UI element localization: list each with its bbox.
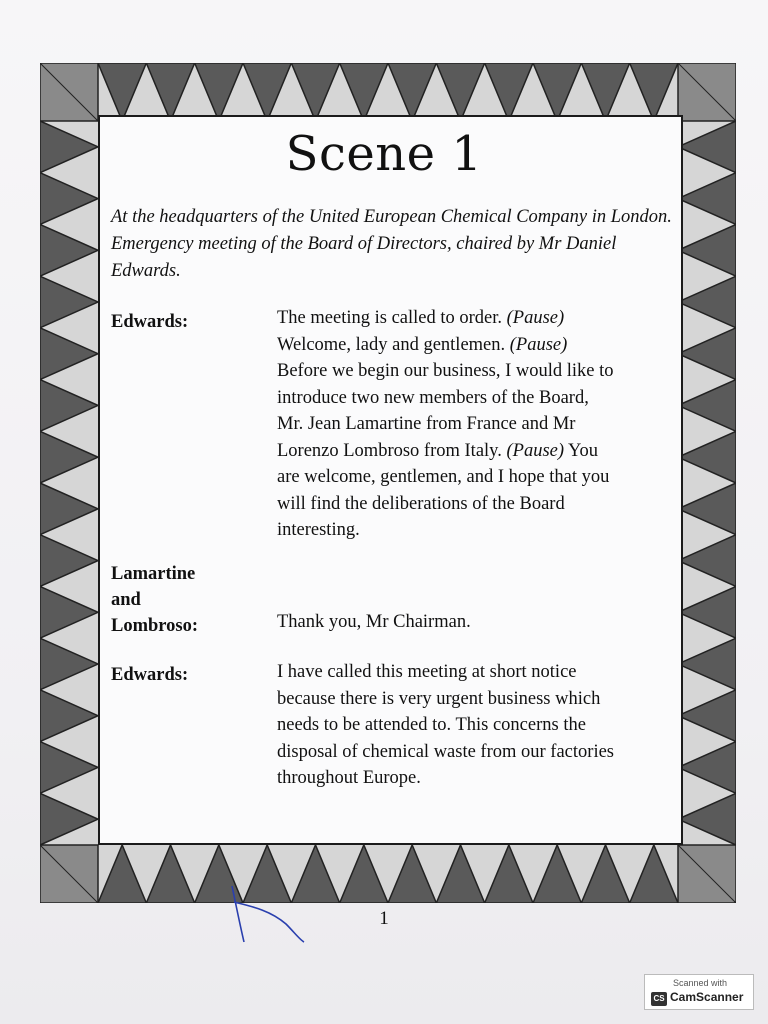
speech-line: throughout Europe. xyxy=(277,768,421,788)
speech-line: because there is very urgent business which xyxy=(277,688,601,709)
stage-direction: At the headquarters of the United European Chemical Company in London. Emergency meeting of the Board of Directors, chaired by Mr Daniel Edwards. xyxy=(111,207,672,281)
speech-line: The meeting is called to order. (Pause) xyxy=(277,308,565,328)
scanner-watermark xyxy=(644,974,754,1010)
speech-edwards-2 xyxy=(277,659,677,792)
speech-line: Lorenzo Lombroso from Italy. (Pause) You xyxy=(277,440,598,461)
speaker-edwards: Edwards: xyxy=(111,312,189,332)
speaker-line: Lamartine xyxy=(111,564,196,584)
speaker-edwards-2: Edwards: xyxy=(111,665,189,685)
speech-line: Welcome, lady and gentlemen. (Pause) xyxy=(277,334,568,355)
speech-lamartine-lombroso xyxy=(277,609,677,636)
speech-line: will find the deliberations of the Board xyxy=(277,493,565,514)
speech-line: I have called this meeting at short notice xyxy=(277,662,577,682)
speech-line: Before we begin our business, I would like to xyxy=(277,361,614,381)
speaker-line: and xyxy=(111,590,141,610)
watermark-caption: Scanned with xyxy=(672,978,728,988)
watermark-brand: CamScanner xyxy=(670,990,744,1004)
speaker-lamartine-lombroso xyxy=(111,561,198,639)
scene-title: Scene 1 xyxy=(285,126,483,182)
speech-line: interesting. xyxy=(277,520,360,540)
camscanner-logo-icon: CS xyxy=(651,992,667,1006)
speech-edwards-1 xyxy=(277,305,677,544)
speech-line: disposal of chemical waste from our factories xyxy=(277,741,614,762)
speech-line: Mr. Jean Lamartine from France and Mr xyxy=(277,414,576,434)
speaker-line: Lombroso: xyxy=(111,616,199,636)
speech-line: Thank you, Mr Chairman. xyxy=(277,612,471,632)
speech-line: needs to be attended to. This concerns the xyxy=(277,715,586,735)
speech-line: are welcome, gentlemen, and I hope that you xyxy=(277,467,610,487)
page-number: 1 xyxy=(379,908,389,929)
speech-line: introduce two new members of the Board, xyxy=(277,387,589,408)
